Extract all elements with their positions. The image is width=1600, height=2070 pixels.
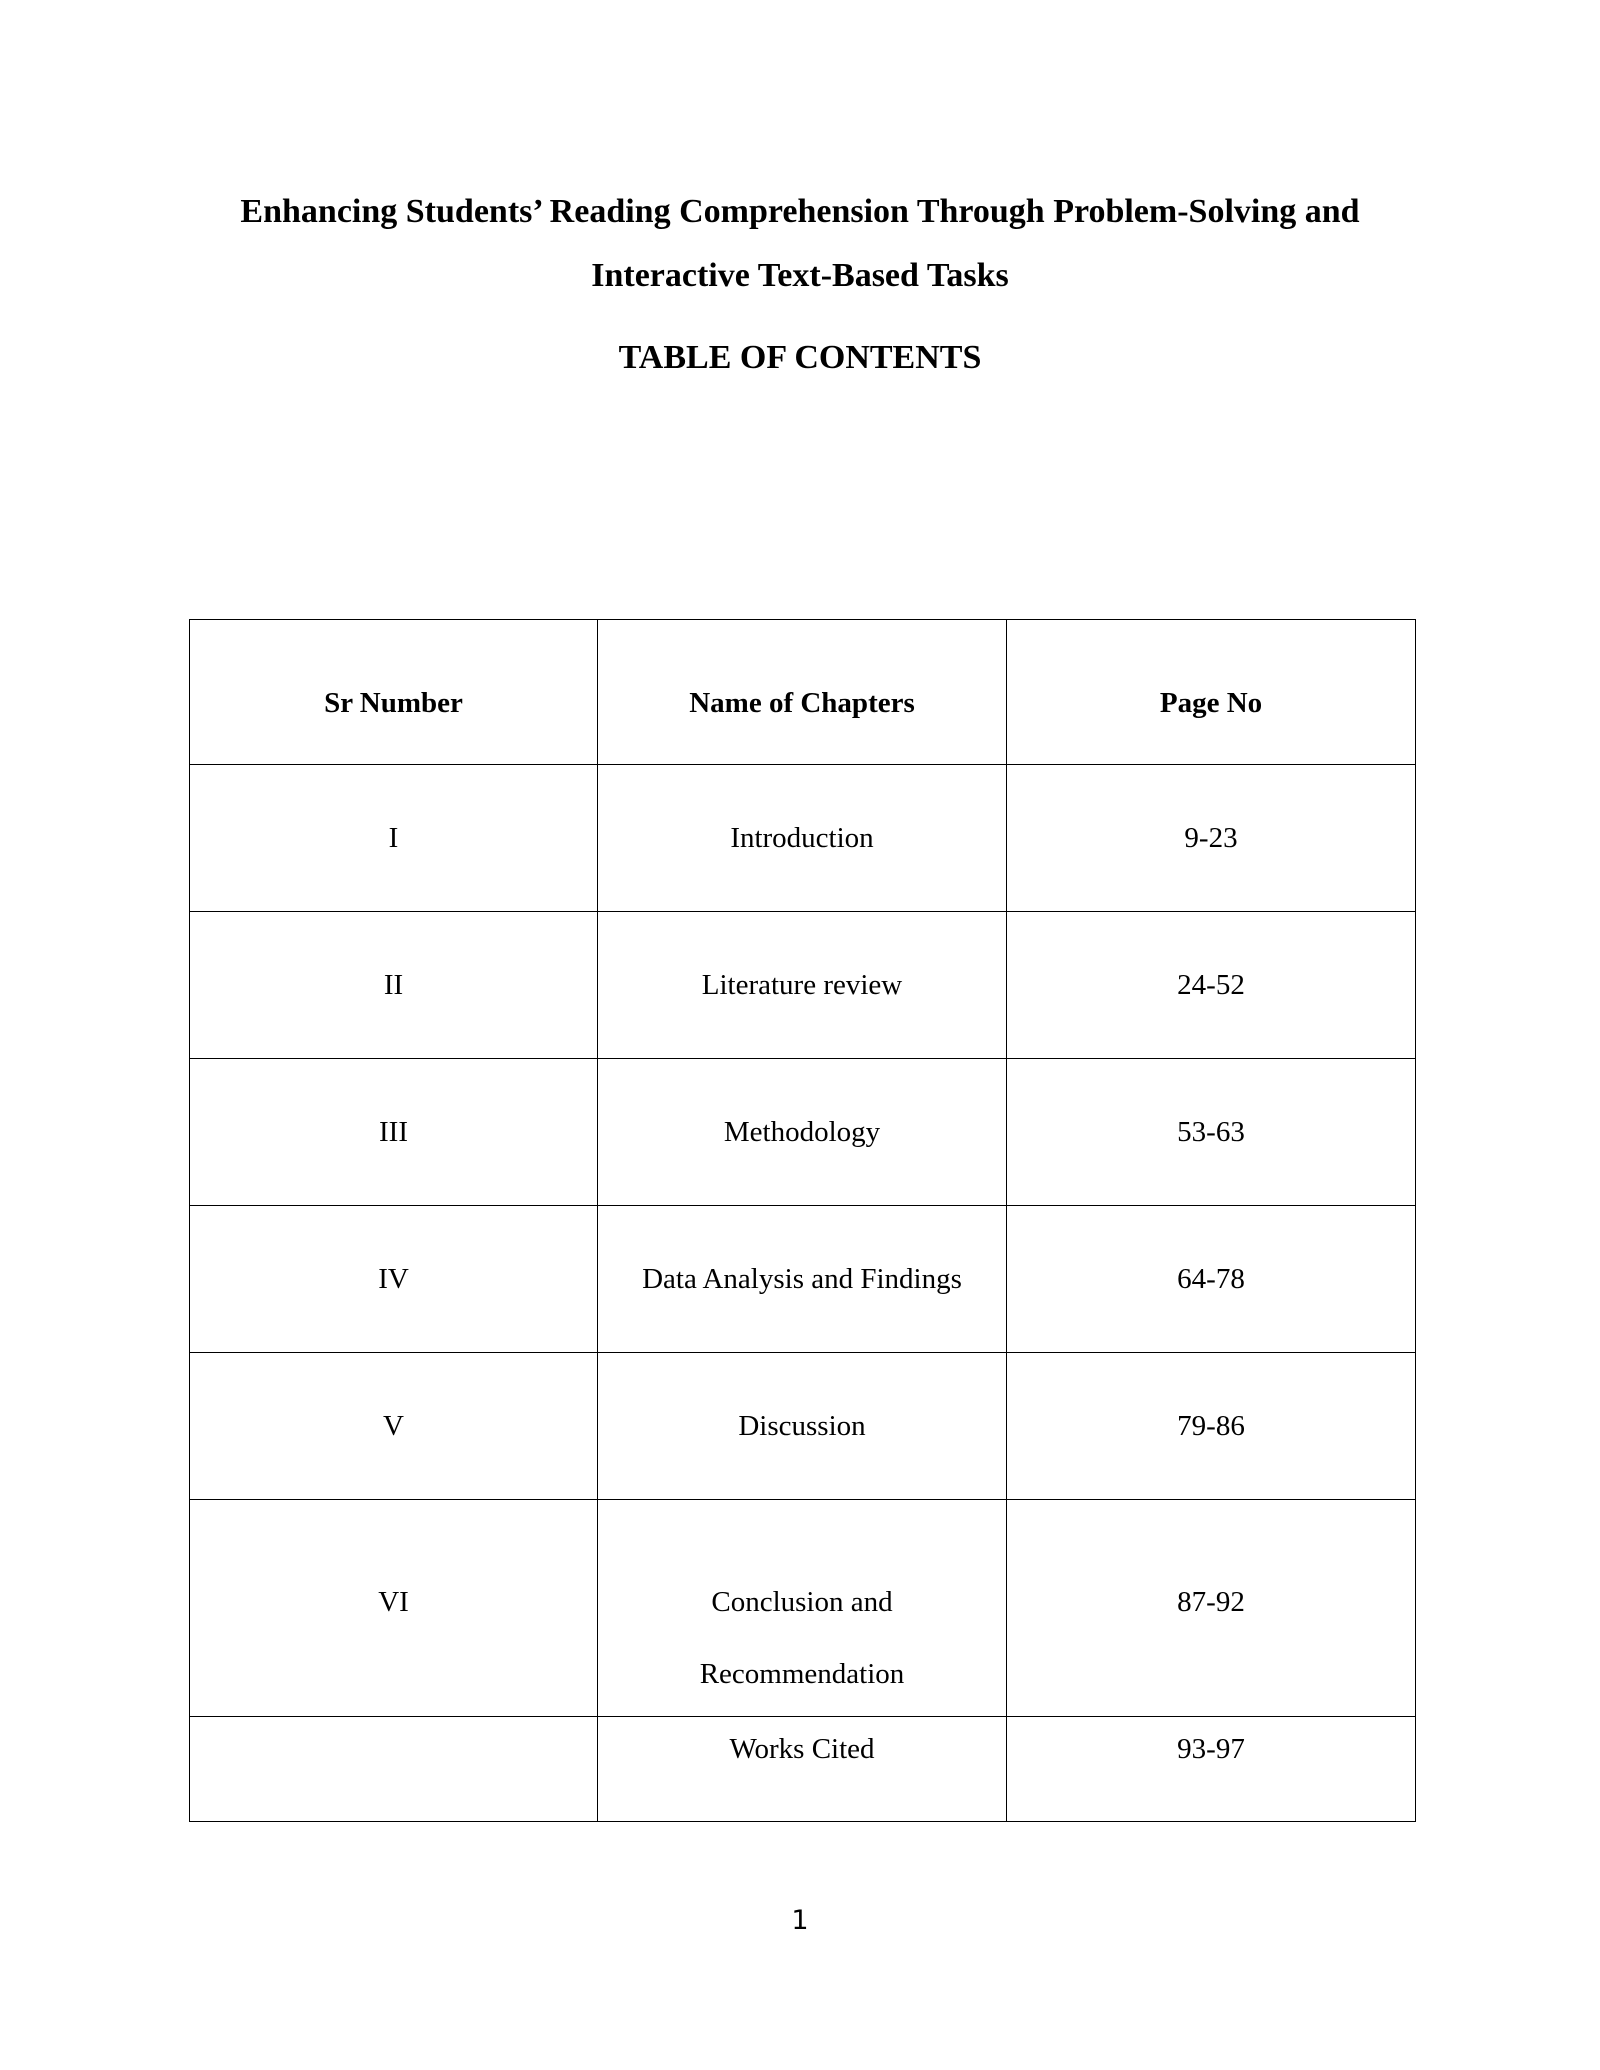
toc-table (189, 619, 1416, 1822)
header-chapter-name: Name of Chapters (598, 620, 1007, 765)
page-range-cell: 87-92 (1007, 1500, 1416, 1717)
table-row (190, 1059, 1416, 1206)
document-title-line-1: Enhancing Students’ Reading Comprehension Through Problem-Solving and (240, 193, 1360, 230)
chapter-name-line: Recommendation (699, 1658, 905, 1690)
chapter-name-cell: Works Cited (598, 1717, 1007, 1822)
document-title-line-2: Interactive Text-Based Tasks (591, 257, 1009, 294)
chapter-name-cell (598, 1500, 1007, 1717)
chapter-name-cell: Literature review (598, 912, 1007, 1059)
sr-number-cell: V (190, 1353, 598, 1500)
page-range-cell: 9-23 (1007, 765, 1416, 912)
table-row (190, 1500, 1416, 1717)
table-row (190, 765, 1416, 912)
toc-heading: TABLE OF CONTENTS (618, 339, 982, 376)
header-sr-number: Sr Number (190, 620, 598, 765)
chapter-name-line: Conclusion and (711, 1586, 893, 1618)
sr-number-cell: III (190, 1059, 598, 1206)
table-row (190, 1206, 1416, 1353)
sr-number-cell: II (190, 912, 598, 1059)
page-range-cell: 64-78 (1007, 1206, 1416, 1353)
table-row (190, 1717, 1416, 1822)
table-row (190, 912, 1416, 1059)
chapter-name-cell: Introduction (598, 765, 1007, 912)
toc-header-row (190, 620, 1416, 765)
page-range-cell: 53-63 (1007, 1059, 1416, 1206)
sr-number-cell: VI (190, 1500, 598, 1717)
sr-number-cell: IV (190, 1206, 598, 1353)
page-range-cell: 93-97 (1007, 1717, 1416, 1822)
page-range-cell: 24-52 (1007, 912, 1416, 1059)
chapter-name-cell: Methodology (598, 1059, 1007, 1206)
page-number: 1 (791, 1905, 809, 1936)
sr-number-cell: I (190, 765, 598, 912)
sr-number-cell (190, 1717, 598, 1822)
table-row (190, 1353, 1416, 1500)
chapter-name-cell: Discussion (598, 1353, 1007, 1500)
header-page-no: Page No (1007, 620, 1416, 765)
page-range-cell: 79-86 (1007, 1353, 1416, 1500)
chapter-name-cell: Data Analysis and Findings (598, 1206, 1007, 1353)
